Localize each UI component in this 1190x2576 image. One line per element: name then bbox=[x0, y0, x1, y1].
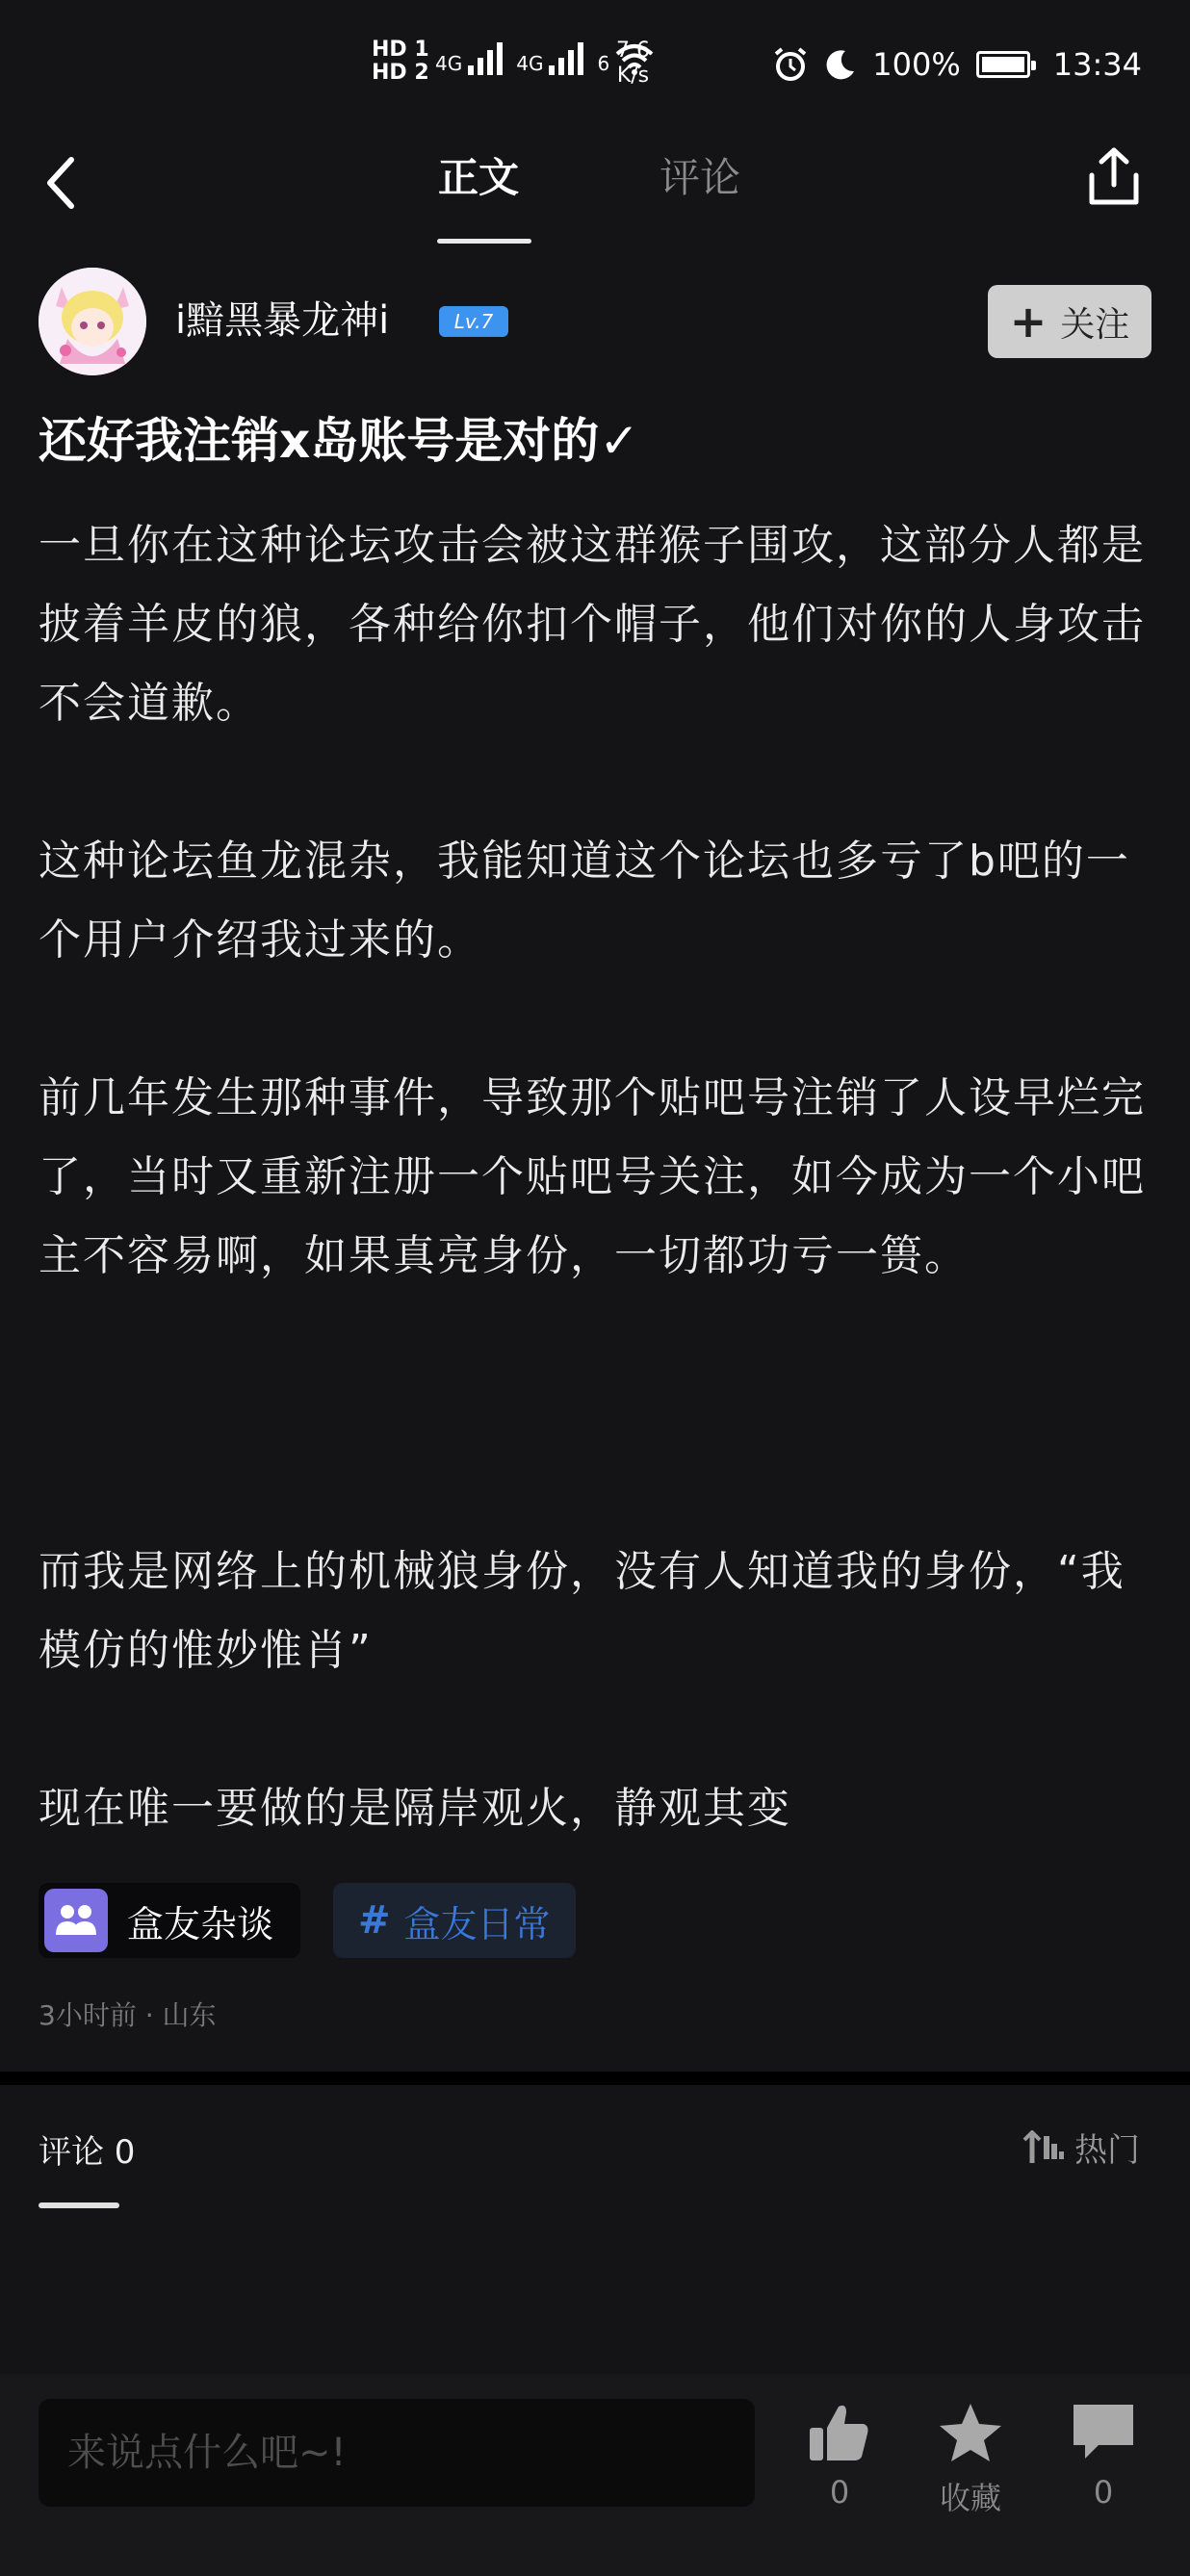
sort-icon bbox=[1022, 2130, 1065, 2165]
topic-tag-label: 盒友日常 bbox=[403, 1902, 551, 1945]
star-icon bbox=[937, 2401, 1004, 2464]
topic-tag[interactable] bbox=[333, 1883, 576, 1958]
follow-button[interactable] bbox=[988, 285, 1151, 358]
level-badge: Lv.7 bbox=[439, 306, 508, 337]
comment-button[interactable] bbox=[1055, 2401, 1151, 2511]
post-meta: 3小时前 · 山东 bbox=[39, 1999, 217, 2031]
back-arrow-icon[interactable] bbox=[39, 154, 85, 212]
comment-input[interactable] bbox=[39, 2399, 755, 2507]
comment-input-box[interactable] bbox=[39, 2399, 755, 2507]
post-paragraph: 这种论坛鱼龙混杂，我能知道这个论坛也多亏了b吧的一个用户介绍我过来的。 bbox=[39, 837, 1130, 965]
follow-label: 关注 bbox=[1060, 304, 1130, 345]
hd1-label: HD 1 bbox=[372, 38, 429, 62]
network-speed-unit: K/s bbox=[616, 64, 650, 88]
post-paragraph: 一旦你在这种论坛攻击会被这群猴子围攻，这部分人都是披着羊皮的狼，各种给你扣个帽子，他们对你的人身攻击不会道歉。 bbox=[39, 521, 1146, 728]
hd2-label: HD 2 bbox=[372, 61, 429, 85]
post-title: 还好我注销x岛账号是对的✓ bbox=[39, 413, 640, 469]
community-icon bbox=[44, 1889, 108, 1952]
wifi-standard-label: 6 bbox=[597, 52, 610, 75]
sort-hot-button[interactable] bbox=[1022, 2124, 1140, 2171]
battery-percent: 100% bbox=[872, 46, 961, 83]
alarm-icon bbox=[772, 46, 809, 83]
post-paragraph: 而我是网络上的机械狼身份，没有人知道我的身份，“我模仿的惟妙惟肖” bbox=[39, 1547, 1125, 1675]
tab-main-text[interactable]: 正文 bbox=[438, 154, 520, 201]
favorite-label: 收藏 bbox=[939, 2480, 1001, 2516]
status-bar bbox=[0, 0, 1190, 135]
tab-comments[interactable]: 评论 bbox=[660, 154, 741, 201]
network-speed-value: 7.6 bbox=[616, 39, 650, 63]
status-right bbox=[772, 46, 1142, 83]
section-divider bbox=[0, 2072, 1190, 2085]
like-count: 0 bbox=[829, 2474, 850, 2511]
network-speed bbox=[616, 39, 650, 89]
plus-icon: + bbox=[1009, 296, 1048, 348]
clock: 13:34 bbox=[1052, 46, 1142, 83]
network-type-a: 4G bbox=[435, 52, 463, 75]
like-button[interactable] bbox=[791, 2401, 888, 2511]
share-icon[interactable] bbox=[1084, 146, 1144, 208]
active-tab-indicator bbox=[437, 239, 531, 244]
comments-tab-indicator bbox=[39, 2202, 119, 2208]
comment-count: 0 bbox=[1093, 2474, 1114, 2511]
sim-indicators bbox=[372, 39, 429, 85]
signal-strength-icon bbox=[549, 40, 583, 75]
hashtag-icon: # bbox=[358, 1898, 391, 1943]
network-type-b: 4G bbox=[516, 52, 544, 75]
community-tag-label: 盒友杂谈 bbox=[127, 1902, 274, 1945]
avatar[interactable] bbox=[39, 268, 146, 375]
signal-strength-icon bbox=[468, 40, 503, 75]
favorite-button[interactable] bbox=[922, 2401, 1019, 2518]
comments-count-tab[interactable]: 评论 0 bbox=[39, 2133, 136, 2172]
battery-icon bbox=[976, 51, 1030, 78]
author-name[interactable]: i黯黑暴龙神i bbox=[175, 298, 390, 343]
post-paragraph: 前几年发生那种事件，导致那个贴吧号注销了人设早烂完了，当时又重新注册一个贴吧号关注，如今成为一个小吧主不容易啊，如果真亮身份，一切都功亏一篑。 bbox=[39, 1073, 1146, 1280]
comment-bubble-icon bbox=[1070, 2401, 1137, 2464]
community-tag[interactable] bbox=[39, 1883, 300, 1958]
thumbs-up-icon bbox=[806, 2401, 873, 2464]
post-paragraph: 现在唯一要做的是隔岸观火，静观其变 bbox=[39, 1784, 791, 1833]
avatar-image bbox=[39, 268, 146, 375]
moon-icon bbox=[824, 48, 857, 81]
sort-hot-label: 热门 bbox=[1074, 2131, 1140, 2170]
